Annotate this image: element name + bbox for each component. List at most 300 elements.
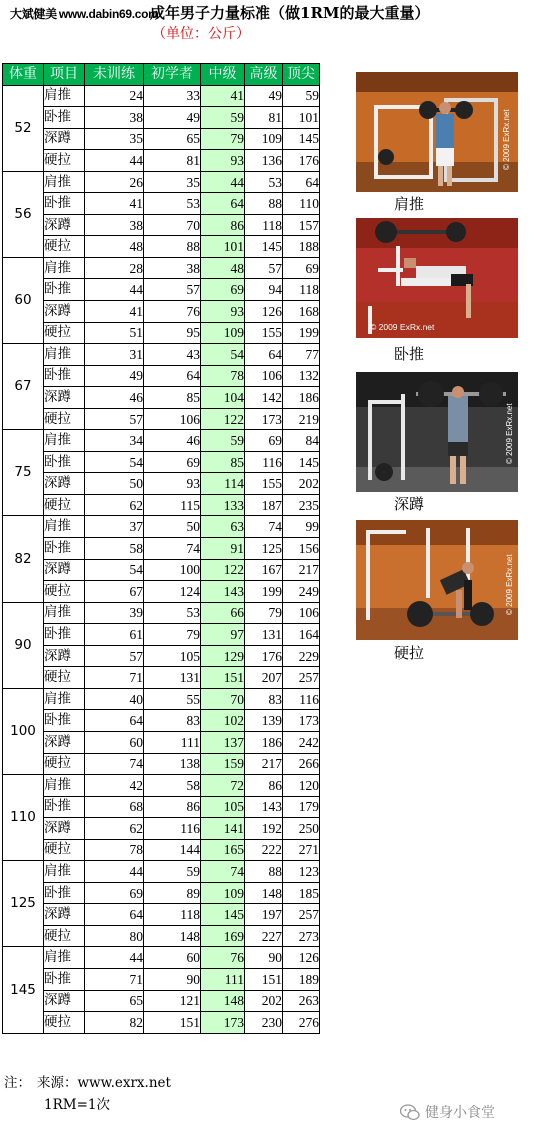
lift-name-cell: 深蹲 <box>44 473 85 495</box>
value-cell: 266 <box>283 753 320 775</box>
value-cell: 54 <box>85 451 144 473</box>
value-cell: 110 <box>283 193 320 215</box>
lift-name-cell: 硬拉 <box>44 494 85 516</box>
value-cell: 148 <box>245 882 283 904</box>
value-cell: 69 <box>283 257 320 279</box>
value-cell: 70 <box>144 214 201 236</box>
lift-name-cell: 肩推 <box>44 688 85 710</box>
bodyweight-cell: 56 <box>3 171 44 257</box>
value-cell: 145 <box>245 236 283 258</box>
value-cell: 26 <box>85 171 144 193</box>
value-cell: 74 <box>144 538 201 560</box>
value-cell: 83 <box>144 710 201 732</box>
table-row <box>3 538 320 560</box>
bodyweight-cell: 82 <box>3 516 44 602</box>
value-cell: 109 <box>201 322 245 344</box>
table-row <box>3 279 320 301</box>
value-cell: 33 <box>144 85 201 107</box>
value-cell: 54 <box>201 344 245 366</box>
lift-name-cell: 卧推 <box>44 538 85 560</box>
bodyweight-cell: 145 <box>3 947 44 1033</box>
value-cell: 38 <box>85 107 144 129</box>
value-cell: 188 <box>283 236 320 258</box>
table-row <box>3 925 320 947</box>
table-row <box>3 85 320 107</box>
value-cell: 100 <box>144 559 201 581</box>
table-row <box>3 667 320 689</box>
value-cell: 78 <box>85 839 144 861</box>
value-cell: 48 <box>85 236 144 258</box>
table-row <box>3 968 320 990</box>
value-cell: 118 <box>283 279 320 301</box>
lift-name-cell: 深蹲 <box>44 990 85 1012</box>
lift-name-cell: 肩推 <box>44 430 85 452</box>
value-cell: 116 <box>245 451 283 473</box>
value-cell: 83 <box>245 688 283 710</box>
value-cell: 137 <box>201 731 245 753</box>
value-cell: 222 <box>245 839 283 861</box>
value-cell: 81 <box>144 150 201 172</box>
value-cell: 71 <box>85 667 144 689</box>
value-cell: 207 <box>245 667 283 689</box>
value-cell: 151 <box>245 968 283 990</box>
value-cell: 109 <box>201 882 245 904</box>
value-cell: 69 <box>245 430 283 452</box>
value-cell: 31 <box>85 344 144 366</box>
lift-name-cell: 硬拉 <box>44 839 85 861</box>
value-cell: 44 <box>201 171 245 193</box>
note-label: 注： <box>4 1075 31 1091</box>
table-row <box>3 947 320 969</box>
value-cell: 49 <box>144 107 201 129</box>
value-cell: 39 <box>85 602 144 624</box>
value-cell: 59 <box>283 85 320 107</box>
table-row <box>3 775 320 797</box>
header-cell: 顶尖 <box>283 64 320 86</box>
value-cell: 169 <box>201 925 245 947</box>
value-cell: 53 <box>245 171 283 193</box>
value-cell: 90 <box>245 947 283 969</box>
value-cell: 63 <box>201 516 245 538</box>
value-cell: 50 <box>85 473 144 495</box>
value-cell: 106 <box>144 408 201 430</box>
table-row <box>3 257 320 279</box>
photo-watermark-2: © 2009 ExRx.net <box>370 322 435 332</box>
value-cell: 111 <box>144 731 201 753</box>
value-cell: 44 <box>85 150 144 172</box>
lift-name-cell: 深蹲 <box>44 818 85 840</box>
value-cell: 71 <box>85 968 144 990</box>
header-cell: 未训练 <box>85 64 144 86</box>
value-cell: 126 <box>245 301 283 323</box>
value-cell: 143 <box>201 581 245 603</box>
value-cell: 99 <box>283 516 320 538</box>
value-cell: 273 <box>283 925 320 947</box>
photo-watermark-3: © 2009 ExRx.net <box>505 403 514 464</box>
value-cell: 57 <box>85 408 144 430</box>
value-cell: 145 <box>201 904 245 926</box>
value-cell: 38 <box>85 214 144 236</box>
value-cell: 131 <box>245 624 283 646</box>
photo-watermark-4: © 2009 ExRx.net <box>505 554 514 615</box>
value-cell: 58 <box>85 538 144 560</box>
table-row <box>3 473 320 495</box>
table-row <box>3 430 320 452</box>
caption-shoulder-press: 肩推 <box>394 195 425 213</box>
lift-name-cell: 硬拉 <box>44 753 85 775</box>
value-cell: 88 <box>245 193 283 215</box>
lift-name-cell: 卧推 <box>44 624 85 646</box>
lift-name-cell: 肩推 <box>44 171 85 193</box>
brand-name: 健身小食堂 <box>425 1105 495 1121</box>
value-cell: 106 <box>245 365 283 387</box>
value-cell: 186 <box>283 387 320 409</box>
value-cell: 165 <box>201 839 245 861</box>
table-row <box>3 171 320 193</box>
lift-name-cell: 卧推 <box>44 107 85 129</box>
value-cell: 167 <box>245 559 283 581</box>
value-cell: 115 <box>144 494 201 516</box>
table-row <box>3 602 320 624</box>
lift-name-cell: 深蹲 <box>44 645 85 667</box>
lift-name-cell: 肩推 <box>44 344 85 366</box>
value-cell: 49 <box>85 365 144 387</box>
value-cell: 44 <box>85 947 144 969</box>
value-cell: 86 <box>201 214 245 236</box>
value-cell: 202 <box>245 990 283 1012</box>
value-cell: 54 <box>85 559 144 581</box>
value-cell: 122 <box>201 559 245 581</box>
value-cell: 164 <box>283 624 320 646</box>
table-row <box>3 1012 320 1034</box>
value-cell: 131 <box>144 667 201 689</box>
value-cell: 46 <box>85 387 144 409</box>
value-cell: 95 <box>144 322 201 344</box>
value-cell: 82 <box>85 1012 144 1034</box>
lift-name-cell: 卧推 <box>44 882 85 904</box>
table-row <box>3 710 320 732</box>
value-cell: 109 <box>245 128 283 150</box>
lift-name-cell: 硬拉 <box>44 1012 85 1034</box>
value-cell: 79 <box>245 602 283 624</box>
value-cell: 257 <box>283 667 320 689</box>
lift-name-cell: 深蹲 <box>44 904 85 926</box>
value-cell: 59 <box>201 107 245 129</box>
note-source: 来源：www.exrx.net <box>37 1075 171 1091</box>
value-cell: 179 <box>283 796 320 818</box>
value-cell: 263 <box>283 990 320 1012</box>
value-cell: 86 <box>245 775 283 797</box>
value-cell: 66 <box>201 602 245 624</box>
value-cell: 145 <box>283 451 320 473</box>
value-cell: 85 <box>144 387 201 409</box>
value-cell: 72 <box>201 775 245 797</box>
value-cell: 68 <box>85 796 144 818</box>
bodyweight-cell: 90 <box>3 602 44 688</box>
value-cell: 186 <box>245 731 283 753</box>
value-cell: 101 <box>201 236 245 258</box>
value-cell: 74 <box>245 516 283 538</box>
value-cell: 219 <box>283 408 320 430</box>
value-cell: 192 <box>245 818 283 840</box>
bodyweight-cell: 75 <box>3 430 44 516</box>
lift-name-cell: 肩推 <box>44 775 85 797</box>
value-cell: 69 <box>144 451 201 473</box>
value-cell: 116 <box>283 688 320 710</box>
value-cell: 69 <box>201 279 245 301</box>
table-row <box>3 387 320 409</box>
table-row <box>3 150 320 172</box>
table-row <box>3 451 320 473</box>
lift-name-cell: 深蹲 <box>44 559 85 581</box>
value-cell: 94 <box>245 279 283 301</box>
value-cell: 114 <box>201 473 245 495</box>
table-row <box>3 818 320 840</box>
value-cell: 35 <box>85 128 144 150</box>
value-cell: 187 <box>245 494 283 516</box>
watermark-name: 大斌健美 <box>10 7 57 21</box>
lift-name-cell: 卧推 <box>44 193 85 215</box>
value-cell: 86 <box>144 796 201 818</box>
value-cell: 144 <box>144 839 201 861</box>
table-row <box>3 193 320 215</box>
lift-name-cell: 肩推 <box>44 257 85 279</box>
value-cell: 145 <box>283 128 320 150</box>
value-cell: 105 <box>144 645 201 667</box>
value-cell: 176 <box>245 645 283 667</box>
value-cell: 189 <box>283 968 320 990</box>
lift-name-cell: 深蹲 <box>44 214 85 236</box>
value-cell: 93 <box>201 150 245 172</box>
lift-name-cell: 硬拉 <box>44 322 85 344</box>
value-cell: 77 <box>283 344 320 366</box>
value-cell: 48 <box>201 257 245 279</box>
table-row <box>3 214 320 236</box>
value-cell: 202 <box>283 473 320 495</box>
value-cell: 64 <box>85 710 144 732</box>
watermark-url: www.dabin69.com <box>58 7 159 21</box>
value-cell: 61 <box>85 624 144 646</box>
value-cell: 44 <box>85 861 144 883</box>
value-cell: 24 <box>85 85 144 107</box>
caption-bench-press: 卧推 <box>394 345 425 363</box>
value-cell: 101 <box>283 107 320 129</box>
lift-name-cell: 硬拉 <box>44 150 85 172</box>
value-cell: 34 <box>85 430 144 452</box>
brand-mark <box>400 1102 495 1122</box>
value-cell: 141 <box>201 818 245 840</box>
value-cell: 41 <box>85 193 144 215</box>
value-cell: 173 <box>283 710 320 732</box>
value-cell: 111 <box>201 968 245 990</box>
shoulder-press-photo <box>356 72 518 192</box>
value-cell: 118 <box>144 904 201 926</box>
value-cell: 116 <box>144 818 201 840</box>
lift-name-cell: 硬拉 <box>44 408 85 430</box>
bodyweight-cell: 110 <box>3 775 44 861</box>
bodyweight-cell: 52 <box>3 85 44 171</box>
value-cell: 76 <box>201 947 245 969</box>
value-cell: 217 <box>283 559 320 581</box>
squat-photo <box>356 372 518 492</box>
table-row <box>3 408 320 430</box>
value-cell: 43 <box>144 344 201 366</box>
value-cell: 91 <box>201 538 245 560</box>
value-cell: 143 <box>245 796 283 818</box>
value-cell: 55 <box>144 688 201 710</box>
bodyweight-cell: 67 <box>3 344 44 430</box>
value-cell: 84 <box>283 430 320 452</box>
value-cell: 74 <box>85 753 144 775</box>
lift-name-cell: 卧推 <box>44 451 85 473</box>
value-cell: 106 <box>283 602 320 624</box>
value-cell: 67 <box>85 581 144 603</box>
table-row <box>3 990 320 1012</box>
value-cell: 60 <box>144 947 201 969</box>
value-cell: 104 <box>201 387 245 409</box>
bodyweight-cell: 60 <box>3 257 44 343</box>
lift-name-cell: 硬拉 <box>44 581 85 603</box>
photo-watermark-1: © 2009 ExRx.net <box>502 109 511 170</box>
lift-name-cell: 肩推 <box>44 516 85 538</box>
value-cell: 242 <box>283 731 320 753</box>
lift-name-cell: 肩推 <box>44 861 85 883</box>
value-cell: 156 <box>283 538 320 560</box>
value-cell: 64 <box>85 904 144 926</box>
value-cell: 138 <box>144 753 201 775</box>
value-cell: 89 <box>144 882 201 904</box>
table-row <box>3 344 320 366</box>
value-cell: 249 <box>283 581 320 603</box>
value-cell: 151 <box>144 1012 201 1034</box>
value-cell: 136 <box>245 150 283 172</box>
value-cell: 197 <box>245 904 283 926</box>
table-row <box>3 365 320 387</box>
lift-name-cell: 卧推 <box>44 279 85 301</box>
bodyweight-cell: 125 <box>3 861 44 947</box>
value-cell: 78 <box>201 365 245 387</box>
value-cell: 59 <box>201 430 245 452</box>
caption-deadlift: 硬拉 <box>394 644 425 662</box>
value-cell: 28 <box>85 257 144 279</box>
value-cell: 168 <box>283 301 320 323</box>
value-cell: 132 <box>283 365 320 387</box>
site-watermark <box>10 5 159 22</box>
lift-name-cell: 深蹲 <box>44 387 85 409</box>
value-cell: 257 <box>283 904 320 926</box>
value-cell: 62 <box>85 494 144 516</box>
strength-standards-table <box>2 63 320 1034</box>
value-cell: 151 <box>201 667 245 689</box>
value-cell: 65 <box>85 990 144 1012</box>
table-row <box>3 236 320 258</box>
table-row <box>3 731 320 753</box>
value-cell: 102 <box>201 710 245 732</box>
table-row <box>3 107 320 129</box>
value-cell: 122 <box>201 408 245 430</box>
value-cell: 90 <box>144 968 201 990</box>
value-cell: 69 <box>85 882 144 904</box>
value-cell: 199 <box>283 322 320 344</box>
table-row <box>3 624 320 646</box>
lift-name-cell: 肩推 <box>44 602 85 624</box>
lift-name-cell: 硬拉 <box>44 925 85 947</box>
lift-name-cell: 深蹲 <box>44 128 85 150</box>
value-cell: 121 <box>144 990 201 1012</box>
value-cell: 159 <box>201 753 245 775</box>
value-cell: 235 <box>283 494 320 516</box>
lift-name-cell: 卧推 <box>44 365 85 387</box>
lift-name-cell: 深蹲 <box>44 301 85 323</box>
table-row <box>3 301 320 323</box>
value-cell: 49 <box>245 85 283 107</box>
value-cell: 118 <box>245 214 283 236</box>
table-row <box>3 839 320 861</box>
value-cell: 60 <box>85 731 144 753</box>
lift-name-cell: 深蹲 <box>44 731 85 753</box>
lift-name-cell: 卧推 <box>44 968 85 990</box>
page-title: 成年男子力量标准（做1RM的最大重量） <box>150 4 430 22</box>
table-row <box>3 882 320 904</box>
value-cell: 35 <box>144 171 201 193</box>
header-cell: 项目 <box>44 64 85 86</box>
value-cell: 58 <box>144 775 201 797</box>
lift-name-cell: 硬拉 <box>44 236 85 258</box>
bodyweight-cell: 100 <box>3 688 44 774</box>
value-cell: 123 <box>283 861 320 883</box>
value-cell: 133 <box>201 494 245 516</box>
lift-name-cell: 卧推 <box>44 796 85 818</box>
value-cell: 42 <box>85 775 144 797</box>
value-cell: 105 <box>201 796 245 818</box>
value-cell: 51 <box>85 322 144 344</box>
value-cell: 173 <box>201 1012 245 1034</box>
value-cell: 125 <box>245 538 283 560</box>
value-cell: 57 <box>245 257 283 279</box>
value-cell: 41 <box>201 85 245 107</box>
value-cell: 173 <box>245 408 283 430</box>
value-cell: 40 <box>85 688 144 710</box>
value-cell: 142 <box>245 387 283 409</box>
value-cell: 139 <box>245 710 283 732</box>
value-cell: 37 <box>85 516 144 538</box>
value-cell: 217 <box>245 753 283 775</box>
value-cell: 120 <box>283 775 320 797</box>
value-cell: 88 <box>144 236 201 258</box>
table-row <box>3 559 320 581</box>
value-cell: 64 <box>201 193 245 215</box>
table-header-row <box>3 64 320 86</box>
value-cell: 276 <box>283 1012 320 1034</box>
value-cell: 50 <box>144 516 201 538</box>
value-cell: 230 <box>245 1012 283 1034</box>
value-cell: 38 <box>144 257 201 279</box>
lift-name-cell: 卧推 <box>44 710 85 732</box>
value-cell: 93 <box>144 473 201 495</box>
value-cell: 80 <box>85 925 144 947</box>
value-cell: 176 <box>283 150 320 172</box>
unit-subtitle: （单位：公斤） <box>152 26 250 42</box>
value-cell: 227 <box>245 925 283 947</box>
value-cell: 155 <box>245 473 283 495</box>
deadlift-photo <box>356 520 518 640</box>
table-row <box>3 753 320 775</box>
header-cell: 高级 <box>245 64 283 86</box>
source-note <box>4 1072 171 1116</box>
lift-name-cell: 硬拉 <box>44 667 85 689</box>
value-cell: 76 <box>144 301 201 323</box>
table-row <box>3 516 320 538</box>
